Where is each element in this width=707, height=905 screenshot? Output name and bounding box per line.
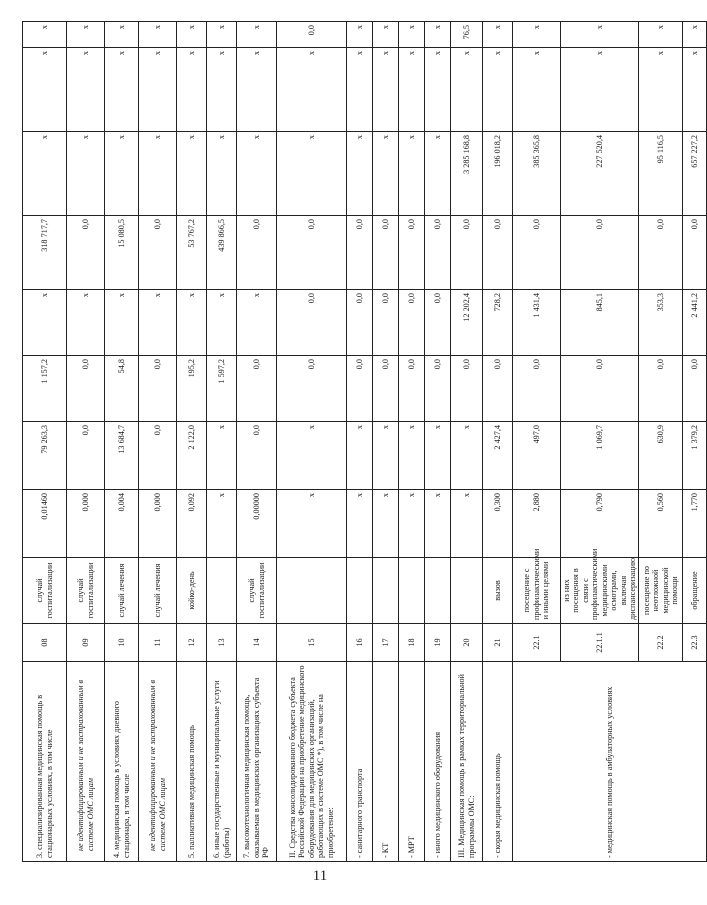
row-value-c6: х — [207, 132, 237, 216]
row-value-c5: 0,0 — [373, 216, 399, 290]
row-value-c6: х — [399, 132, 425, 216]
table-row — [513, 22, 561, 862]
row-value-c2: х — [425, 422, 451, 490]
row-value-c6: х — [347, 132, 373, 216]
row-value-c8: х — [373, 22, 399, 48]
row-value-c1: х — [425, 490, 451, 558]
row-value-c4: 845,1 — [561, 290, 639, 356]
row-value-c7: х — [207, 48, 237, 132]
row-value-c5: 0,0 — [277, 216, 347, 290]
row-value-c5: 0,0 — [683, 216, 707, 290]
row-unit: посещение по неотложной медицинской помощи — [639, 558, 683, 624]
row-value-c3: 0,0 — [639, 356, 683, 422]
row-code: 08 — [23, 624, 67, 662]
row-value-c6: х — [23, 132, 67, 216]
row-value-c8: х — [23, 22, 67, 48]
row-code: 16 — [347, 624, 373, 662]
table-row — [483, 22, 513, 862]
row-value-c6: х — [67, 132, 105, 216]
row-value-c2: х — [207, 422, 237, 490]
table-row — [237, 22, 277, 862]
row-name: не идентифицированным и не застрахованным в системе ОМС лицам — [67, 662, 105, 862]
row-value-c4: 0,0 — [277, 290, 347, 356]
table-row — [373, 22, 399, 862]
row-value-c1: 0,000 — [139, 490, 177, 558]
row-value-c8: х — [683, 22, 707, 48]
row-value-c7: х — [23, 48, 67, 132]
row-code: 22.1.1 — [561, 624, 639, 662]
row-unit — [373, 558, 399, 624]
row-value-c3: 0,0 — [373, 356, 399, 422]
row-value-c8: х — [347, 22, 373, 48]
row-value-c2: 0,0 — [139, 422, 177, 490]
row-code: 09 — [67, 624, 105, 662]
row-value-c3: 0,0 — [399, 356, 425, 422]
row-value-c2: х — [451, 422, 483, 490]
row-value-c1: х — [451, 490, 483, 558]
row-code: 17 — [373, 624, 399, 662]
row-value-c3: 0,0 — [139, 356, 177, 422]
row-value-c7: х — [177, 48, 207, 132]
row-code: 22.2 — [639, 624, 683, 662]
row-value-c2: х — [399, 422, 425, 490]
row-value-c5: 439 866,5 — [207, 216, 237, 290]
row-value-c4: 0,0 — [425, 290, 451, 356]
row-value-c8: х — [639, 22, 683, 48]
row-value-c8: х — [139, 22, 177, 48]
row-name: III. Медицинская помощь в рамках территориальной программы ОМС: — [451, 662, 483, 862]
territorial-program-table — [22, 21, 707, 862]
row-code: 11 — [139, 624, 177, 662]
row-value-c5: 15 080,5 — [105, 216, 139, 290]
row-value-c1: 0,092 — [177, 490, 207, 558]
row-unit: случай лечения — [139, 558, 177, 624]
row-value-c1: 0,560 — [639, 490, 683, 558]
row-value-c4: 12 202,4 — [451, 290, 483, 356]
row-value-c5: 0,0 — [347, 216, 373, 290]
row-value-c5: 0,0 — [237, 216, 277, 290]
row-value-c2: х — [277, 422, 347, 490]
row-value-c6: 657 227,2 — [683, 132, 707, 216]
row-value-c8: х — [105, 22, 139, 48]
table-row — [399, 22, 425, 862]
row-value-c5: 318 717,7 — [23, 216, 67, 290]
row-value-c8: х — [561, 22, 639, 48]
row-value-c3: 0,0 — [237, 356, 277, 422]
row-code: 22.3 — [683, 624, 707, 662]
row-value-c2: 2 427,4 — [483, 422, 513, 490]
row-value-c3: 0,0 — [67, 356, 105, 422]
row-value-c3: 0,0 — [451, 356, 483, 422]
row-value-c2: 13 684,7 — [105, 422, 139, 490]
row-code: 20 — [451, 624, 483, 662]
row-value-c4: 0,0 — [347, 290, 373, 356]
row-value-c7: х — [425, 48, 451, 132]
row-value-c3: 195,2 — [177, 356, 207, 422]
row-code: 10 — [105, 624, 139, 662]
row-value-c1: х — [207, 490, 237, 558]
row-value-c7: х — [451, 48, 483, 132]
row-value-c1: 0,00000 — [237, 490, 277, 558]
row-code: 13 — [207, 624, 237, 662]
table-body — [23, 22, 707, 862]
row-name: 7. высокотехнологичная медицинская помощь, оказываемая в медицинских организациях субъекта РФ — [237, 662, 277, 862]
row-value-c1: 2,880 — [513, 490, 561, 558]
table-row — [139, 22, 177, 862]
row-value-c4: 728,2 — [483, 290, 513, 356]
row-value-c3: 0,0 — [513, 356, 561, 422]
row-value-c3: 0,0 — [483, 356, 513, 422]
row-value-c4: 0,0 — [373, 290, 399, 356]
row-value-c1: х — [347, 490, 373, 558]
row-unit — [277, 558, 347, 624]
row-unit: случай госпитализации — [67, 558, 105, 624]
row-value-c5: 0,0 — [67, 216, 105, 290]
row-value-c6: х — [105, 132, 139, 216]
row-value-c1: х — [277, 490, 347, 558]
row-value-c5: 0,0 — [425, 216, 451, 290]
row-value-c1: 0,01460 — [23, 490, 67, 558]
row-value-c1: 0,004 — [105, 490, 139, 558]
row-value-c4: х — [139, 290, 177, 356]
row-unit: из них посещения в связи с профилактическими медицинскими осмотрами, включая диспансеризацию — [561, 558, 639, 624]
row-value-c8: х — [483, 22, 513, 48]
row-value-c4: х — [177, 290, 207, 356]
row-name: 4. медицинская помощь в условиях дневного стационара, в том числе — [105, 662, 139, 862]
row-value-c2: 0,0 — [67, 422, 105, 490]
row-name: 3. специализированная медицинская помощь в стационарных условиях, в том числе — [23, 662, 67, 862]
table-row — [67, 22, 105, 862]
row-code: 19 — [425, 624, 451, 662]
row-value-c2: 2 122,0 — [177, 422, 207, 490]
row-value-c7: х — [483, 48, 513, 132]
row-value-c6: х — [277, 132, 347, 216]
row-value-c5: 0,0 — [483, 216, 513, 290]
row-value-c5: 0,0 — [513, 216, 561, 290]
row-value-c6: 227 520,4 — [561, 132, 639, 216]
row-unit: посещение с профилактическими и иными целями — [513, 558, 561, 624]
row-unit — [347, 558, 373, 624]
row-name: - медицинская помощь в амбулаторных условиях — [513, 662, 707, 862]
row-code: 12 — [177, 624, 207, 662]
row-value-c1: х — [373, 490, 399, 558]
row-value-c7: х — [105, 48, 139, 132]
table-row — [105, 22, 139, 862]
row-value-c6: 95 116,5 — [639, 132, 683, 216]
row-value-c7: х — [347, 48, 373, 132]
row-value-c3: 54,8 — [105, 356, 139, 422]
row-unit: вызов — [483, 558, 513, 624]
row-value-c6: х — [373, 132, 399, 216]
row-unit — [425, 558, 451, 624]
row-value-c6: 196 018,2 — [483, 132, 513, 216]
table-row — [23, 22, 67, 862]
table-row — [207, 22, 237, 862]
row-unit — [399, 558, 425, 624]
row-value-c3: 0,0 — [561, 356, 639, 422]
row-value-c6: 385 365,8 — [513, 132, 561, 216]
row-code: 18 — [399, 624, 425, 662]
row-name: не идентифицированным и не застрахованным в системе ОМС лицам — [139, 662, 177, 862]
row-value-c5: 0,0 — [139, 216, 177, 290]
row-value-c2: х — [347, 422, 373, 490]
row-value-c4: х — [67, 290, 105, 356]
row-name: - КТ — [373, 662, 399, 862]
row-name: II. Средства консолидированного бюджета субъекта Российской Федерации на приобретение медицинского оборудования для медицинских организаций, работающих в системе ОМС *), в том числе на приобретение: — [277, 662, 347, 862]
row-value-c2: 497,0 — [513, 422, 561, 490]
row-value-c4: х — [237, 290, 277, 356]
row-value-c3: 0,0 — [347, 356, 373, 422]
row-value-c5: 0,0 — [639, 216, 683, 290]
page-number: 11 — [312, 868, 328, 884]
row-value-c8: х — [425, 22, 451, 48]
row-value-c6: 3 285 168,8 — [451, 132, 483, 216]
row-code: 14 — [237, 624, 277, 662]
row-value-c5: 0,0 — [399, 216, 425, 290]
row-value-c3: 0,0 — [425, 356, 451, 422]
row-value-c7: х — [683, 48, 707, 132]
row-unit: случай госпитализации — [237, 558, 277, 624]
row-value-c2: 1 069,7 — [561, 422, 639, 490]
row-unit: случай госпитализации — [23, 558, 67, 624]
row-value-c4: 2 441,2 — [683, 290, 707, 356]
row-value-c3: 1 157,2 — [23, 356, 67, 422]
row-value-c4: 0,0 — [399, 290, 425, 356]
row-value-c7: х — [399, 48, 425, 132]
row-value-c2: 79 263,3 — [23, 422, 67, 490]
table-row — [347, 22, 373, 862]
rotated-table-container — [22, 22, 700, 862]
row-unit: обращение — [683, 558, 707, 624]
table-row — [177, 22, 207, 862]
row-value-c2: 630,9 — [639, 422, 683, 490]
row-value-c1: 0,790 — [561, 490, 639, 558]
row-value-c6: х — [177, 132, 207, 216]
row-name: 6. иные государственные и муниципальные услуги (работы) — [207, 662, 237, 862]
row-name: - скорая медицинская помощь — [483, 662, 513, 862]
row-value-c5: 0,0 — [451, 216, 483, 290]
row-value-c4: х — [23, 290, 67, 356]
row-code: 15 — [277, 624, 347, 662]
row-value-c3: 0,0 — [683, 356, 707, 422]
row-value-c8: х — [237, 22, 277, 48]
row-value-c2: х — [373, 422, 399, 490]
row-name: - санитарного транспорта — [347, 662, 373, 862]
row-code: 21 — [483, 624, 513, 662]
row-value-c6: х — [237, 132, 277, 216]
row-unit — [207, 558, 237, 624]
row-value-c8: х — [207, 22, 237, 48]
row-value-c5: 53 767,2 — [177, 216, 207, 290]
row-value-c7: х — [67, 48, 105, 132]
row-value-c1: 0,000 — [67, 490, 105, 558]
row-value-c8: х — [67, 22, 105, 48]
row-value-c7: х — [139, 48, 177, 132]
row-value-c8: 0,0 — [277, 22, 347, 48]
row-value-c1: 0,300 — [483, 490, 513, 558]
row-value-c3: 1 597,2 — [207, 356, 237, 422]
row-code: 22.1 — [513, 624, 561, 662]
row-value-c7: х — [639, 48, 683, 132]
row-value-c2: 0,0 — [237, 422, 277, 490]
row-value-c7: х — [237, 48, 277, 132]
row-value-c6: х — [425, 132, 451, 216]
row-value-c3: 0,0 — [277, 356, 347, 422]
row-value-c8: х — [177, 22, 207, 48]
row-value-c5: 0,0 — [561, 216, 639, 290]
row-unit: койко-день — [177, 558, 207, 624]
row-value-c4: х — [207, 290, 237, 356]
row-unit: случай лечения — [105, 558, 139, 624]
row-value-c7: х — [277, 48, 347, 132]
row-value-c7: х — [561, 48, 639, 132]
row-value-c8: х — [399, 22, 425, 48]
row-value-c7: х — [513, 48, 561, 132]
row-name: - иного медицинского оборудования — [425, 662, 451, 862]
row-name: - МРТ — [399, 662, 425, 862]
row-name: 5. паллиативная медицинская помощь — [177, 662, 207, 862]
table-row — [451, 22, 483, 862]
row-value-c8: 76,5 — [451, 22, 483, 48]
row-value-c4: х — [105, 290, 139, 356]
row-value-c1: х — [399, 490, 425, 558]
row-value-c2: 1 379,2 — [683, 422, 707, 490]
row-value-c1: 1,770 — [683, 490, 707, 558]
table-row — [277, 22, 347, 862]
table-row — [425, 22, 451, 862]
row-value-c6: х — [139, 132, 177, 216]
row-value-c4: 353,3 — [639, 290, 683, 356]
row-value-c4: 1 431,4 — [513, 290, 561, 356]
row-value-c7: х — [373, 48, 399, 132]
row-value-c8: х — [513, 22, 561, 48]
row-unit — [451, 558, 483, 624]
